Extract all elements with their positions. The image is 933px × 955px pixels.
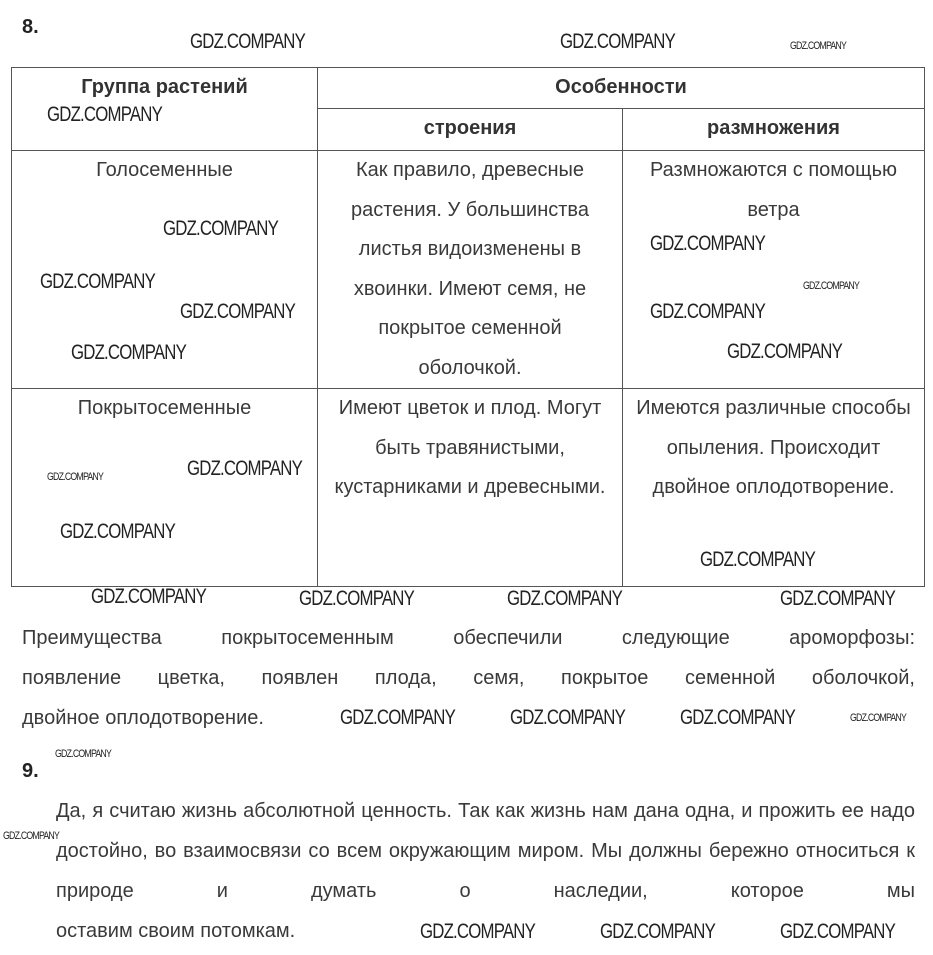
- plant-groups-table: [11, 67, 925, 587]
- watermark-logo: GDZ.COMPANY: [650, 232, 766, 255]
- paragraph-line: появление цветка, появлен плода, семя, покрытое семенной оболочкой,: [22, 667, 915, 689]
- task-number-8: 8.: [22, 16, 39, 38]
- watermark-logo: GDZ.COMPANY: [71, 341, 187, 364]
- cell-structure: Имеют цветок и плод. Могут быть травянистыми, кустарниками и древесными.: [318, 389, 623, 587]
- paragraph-text: Да, я считаю жизнь абсолютной ценность. Так как жизнь нам дана одна, и прожить ее надо достойно, во взаимосвязи со всем окружающим миром. Мы должны бережно относиться к природе и думать о наследии, которое мы: [56, 800, 915, 902]
- cell-reproduction: Размножаются с помощью ветра: [623, 151, 925, 389]
- cell-structure: Как правило, древесные растения. У большинства листья видоизменены в хвоинки. Имеют семя, не покрытое семенной оболочкой.: [318, 151, 623, 389]
- watermark-logo: GDZ.COMPANY: [40, 270, 156, 293]
- watermark-logo: GDZ.COMPANY: [187, 457, 303, 480]
- watermark-logo: GDZ.COMPANY: [190, 30, 306, 53]
- watermark-logo: GDZ.COMPANY: [803, 280, 860, 292]
- watermark-logo: GDZ.COMPANY: [3, 830, 60, 842]
- watermark-logo: GDZ.COMPANY: [60, 520, 176, 543]
- watermark-logo: GDZ.COMPANY: [299, 587, 415, 610]
- watermark-logo: GDZ.COMPANY: [850, 712, 907, 724]
- watermark-logo: GDZ.COMPANY: [180, 300, 296, 323]
- watermark-logo: GDZ.COMPANY: [790, 40, 847, 52]
- header-reproduction: размножения: [623, 108, 925, 150]
- cell-reproduction: Имеются различные способы опыления. Происходит двойное оплодотворение.: [623, 389, 925, 587]
- watermark-logo: GDZ.COMPANY: [47, 103, 163, 126]
- watermark-logo: GDZ.COMPANY: [780, 587, 896, 610]
- watermark-logo: GDZ.COMPANY: [163, 217, 279, 240]
- cell-group: Покрытосеменные: [12, 389, 318, 587]
- watermark-logo: GDZ.COMPANY: [91, 585, 207, 608]
- watermark-logo: GDZ.COMPANY: [780, 920, 896, 943]
- paragraph-line: двойное оплодотворение.: [22, 707, 264, 729]
- watermark-logo: GDZ.COMPANY: [727, 340, 843, 363]
- watermark-logo: GDZ.COMPANY: [47, 471, 104, 483]
- header-group: Группа растений: [12, 68, 318, 151]
- watermark-logo: GDZ.COMPANY: [680, 706, 796, 729]
- header-features: Особенности: [318, 68, 925, 109]
- watermark-logo: GDZ.COMPANY: [560, 30, 676, 53]
- cell-group: Голосеменные: [12, 151, 318, 389]
- watermark-logo: GDZ.COMPANY: [510, 706, 626, 729]
- watermark-logo: GDZ.COMPANY: [507, 587, 623, 610]
- watermark-logo: GDZ.COMPANY: [340, 706, 456, 729]
- task-number-9: 9.: [22, 760, 39, 782]
- watermark-logo: GDZ.COMPANY: [420, 920, 536, 943]
- paragraph-line: оставим своим потомкам.: [56, 920, 296, 942]
- watermark-logo: GDZ.COMPANY: [700, 548, 816, 571]
- header-structure: строения: [318, 108, 623, 150]
- watermark-logo: GDZ.COMPANY: [600, 920, 716, 943]
- paragraph-line: Преимущества покрытосеменным обеспечили следующие ароморфозы:: [22, 627, 915, 649]
- watermark-logo: GDZ.COMPANY: [55, 748, 112, 760]
- watermark-logo: GDZ.COMPANY: [650, 300, 766, 323]
